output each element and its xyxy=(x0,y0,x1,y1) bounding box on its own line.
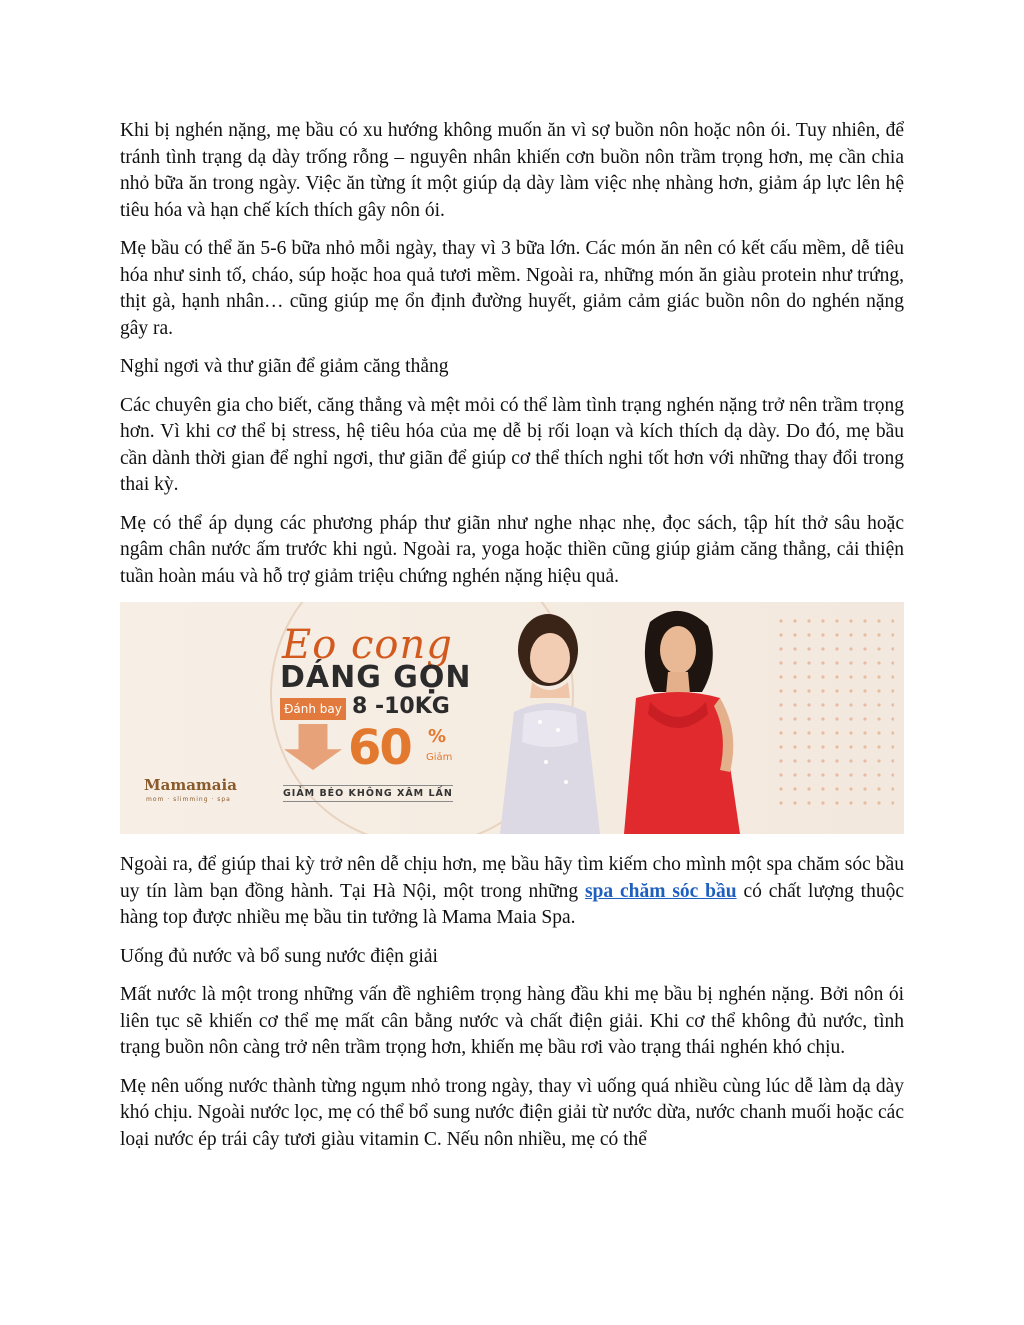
paragraph-5 xyxy=(120,852,904,932)
paragraph-5-end: có chất lượng thuộc hàng top được nhiều mẹ bầu tin tưởng là Mama Maia Spa. xyxy=(120,880,904,928)
paragraph-7: Mẹ nên uống nước thành từng ngụm nhỏ trong ngày, thay vì uống quá nhiều cùng lúc dễ làm dạ dày khó chịu. Ngoài nước lọc, mẹ có thể bổ sung nước điện giải từ nước dừa, nước chanh muối hoặc các loại nước ép trái cây tươi giàu vitamin C. Nếu nôn nhiều, mẹ có thể xyxy=(120,1075,904,1150)
banner-danh-bay-badge: Đánh bay xyxy=(280,698,346,720)
paragraph-6: Mất nước là một trong những vấn đề nghiêm trọng hàng đầu khi mẹ bầu bị nghén nặng. Bởi nôn ói liên tục sẽ khiến cơ thể mẹ mất cân bằng nước và chất điện giải. Khi cơ thể không đủ nước, tình trạng buồn nôn càng trở nên trầm trọng hơn, khiến mẹ bầu rơi vào trạng thái nghén khó chịu. xyxy=(120,984,904,1058)
paragraph-4: Mẹ có thể áp dụng các phương pháp thư giãn như nghe nhạc nhẹ, đọc sách, tập hít thở sâu hoặc ngâm chân nước ấm trước khi ngủ. Ngoài ra, yoga hoặc thiền cũng giúp giảm căng thẳng, cải thiện tuần hoàn máu và hỗ trợ giảm triệu chứng nghén nặng hiệu quả. xyxy=(120,512,904,587)
promo-banner-image xyxy=(120,602,904,834)
dot-pattern xyxy=(774,614,894,814)
banner-percent-sign: % xyxy=(428,726,447,747)
paragraph-2: Mẹ bầu có thể ăn 5-6 bữa nhỏ mỗi ngày, thay vì 3 bữa lớn. Các món ăn nên có kết cấu mềm, dễ tiêu hóa như sinh tố, cháo, súp hoặc hoa quả tươi mềm. Ngoài ra, những món ăn giàu protein như trứng, thịt gà, hạnh nhân… cũng giúp mẹ ổn định đường huyết, giảm cảm giác buồn nôn do nghén nặng gây ra. xyxy=(120,238,904,339)
banner-dang-gon: DÁNG GỌN xyxy=(280,660,472,695)
model-red-dress-image xyxy=(590,602,750,834)
banner-eo-cong: Eo cong xyxy=(282,622,453,668)
banner-giam-label: Giảm xyxy=(426,752,453,763)
document-page xyxy=(120,118,904,1165)
banner-tagline: GIẢM BÉO KHÔNG XÂM LẤN xyxy=(283,785,453,802)
banner-kg: 8 -10KG xyxy=(352,694,450,719)
spa-link[interactable]: spa chăm sóc bầu xyxy=(584,880,737,902)
banner-discount-number: 60 xyxy=(348,720,411,776)
paragraph-5-start: Ngoài ra, để giúp thai kỳ trở nên dễ chịu hơn, mẹ bầu hãy tìm kiếm cho mình một spa chăm sóc bầu uy tín làm bạn đồng hành. Tại Hà Nội, một trong những xyxy=(120,854,904,902)
paragraph-1: Khi bị nghén nặng, mẹ bầu có xu hướng không muốn ăn vì sợ buồn nôn hoặc nôn ói. Tuy nhiên, để tránh tình trạng dạ dày trống rỗng – nguyên nhân khiến cơn buồn nôn trầm trọng hơn, mẹ cần chia nhỏ bữa ăn trong ngày. Việc ăn từng ít một giúp dạ dày làm việc nhẹ nhàng hơn, giảm áp lực lên hệ tiêu hóa và hạn chế kích thích gây nôn ói. xyxy=(120,120,904,221)
section-heading-water: Uống đủ nước và bổ sung nước điện giải xyxy=(120,945,438,967)
section-heading-rest: Nghỉ ngơi và thư giãn để giảm căng thẳng xyxy=(120,356,449,377)
brand-logo: Mamamaia xyxy=(144,776,237,794)
paragraph-3: Các chuyên gia cho biết, căng thẳng và mệt mỏi có thể làm tình trạng nghén nặng trở nên trầm trọng hơn. Vì khi cơ thể bị stress, hệ tiêu hóa của mẹ dễ bị rối loạn và kích thích dạ dày. Do đó, mẹ bầu cần dành thời gian để nghỉ ngơi, thư giãn để giúp cơ thể thích nghi tốt hơn với những thay đổi trong thai kỳ. xyxy=(120,394,904,495)
brand-logo-subtitle: mom · slimming · spa xyxy=(146,796,231,803)
